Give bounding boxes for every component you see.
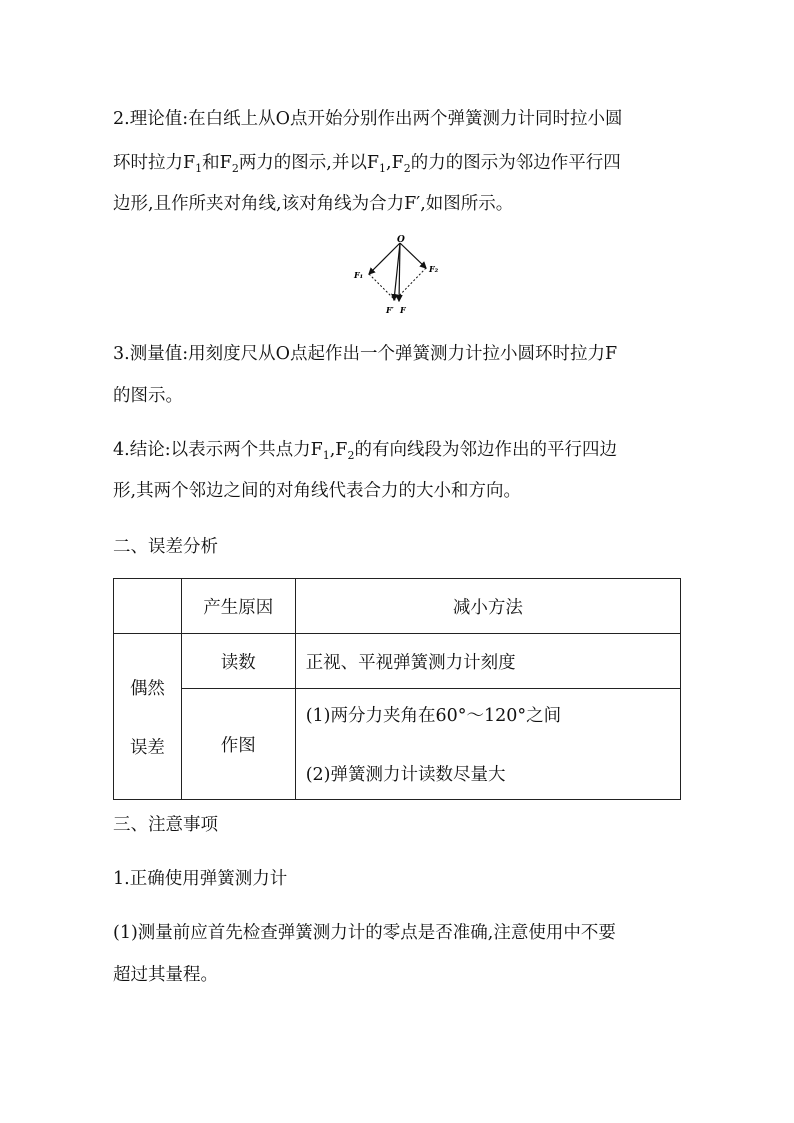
vector-f1 bbox=[369, 243, 400, 274]
header-method: 减小方法 bbox=[295, 579, 680, 634]
paragraph-conclusion-line2: 形,其两个邻边之间的对角线代表合力的大小和方向。 bbox=[113, 481, 522, 501]
label-f: F bbox=[400, 305, 406, 315]
table-row bbox=[114, 689, 681, 800]
error-analysis-table bbox=[113, 578, 681, 800]
row-label-accidental-error: 偶然 误差 bbox=[114, 634, 182, 800]
paragraph-theory-line1: 2.理论值:在白纸上从O点开始分别作出两个弹簧测力计同时拉小圆 bbox=[113, 109, 623, 129]
header-cause: 产生原因 bbox=[181, 579, 295, 634]
label-o: O bbox=[397, 235, 405, 245]
paragraph-theory-line3: 边形,且作所夹对角线,该对角线为合力F′,如图所示。 bbox=[113, 194, 514, 214]
method-reading: 正视、平视弹簧测力计刻度 bbox=[295, 634, 680, 689]
notes-item-1: 1.正确使用弹簧测力计 bbox=[113, 869, 288, 889]
paragraph-measure-line2: 的图示。 bbox=[113, 386, 183, 406]
vector-f2 bbox=[400, 243, 426, 268]
notes-item-1-sub-line1: (1)测量前应首先检查弹簧测力计的零点是否准确,注意使用中不要 bbox=[113, 923, 616, 943]
label-f2: F₂ bbox=[429, 264, 439, 274]
dashed-side-1 bbox=[369, 274, 395, 300]
label-f1: F₁ bbox=[354, 270, 364, 280]
paragraph-measure-line1: 3.测量值:用刻度尺从O点起作出一个弹簧测力计拉小圆环时拉力F bbox=[113, 344, 618, 364]
method-drawing: (1)两分力夹角在60°～120°之间 (2)弹簧测力计读数尽量大 bbox=[295, 689, 680, 800]
label-fprime: F′ bbox=[386, 305, 394, 315]
notes-item-1-sub-line2: 超过其量程。 bbox=[113, 965, 218, 985]
table-header-row bbox=[114, 579, 681, 634]
table-row bbox=[114, 634, 681, 689]
cause-drawing: 作图 bbox=[181, 689, 295, 800]
table-corner-cell bbox=[114, 579, 182, 634]
force-parallelogram-figure bbox=[350, 232, 446, 318]
heading-error-analysis: 二、误差分析 bbox=[113, 537, 218, 557]
paragraph-theory-line2: 环时拉力$F_1$和$F_2$两力的图示,并以$F_1,F_2$的力的图示为邻边作平行四 bbox=[113, 153, 621, 175]
paragraph-conclusion-line1: 4.结论:以表示两个共点力$F_1,F_2$的有向线段为邻边作出的平行四边 bbox=[113, 440, 617, 462]
heading-notes: 三、注意事项 bbox=[113, 815, 218, 835]
cause-reading: 读数 bbox=[181, 634, 295, 689]
